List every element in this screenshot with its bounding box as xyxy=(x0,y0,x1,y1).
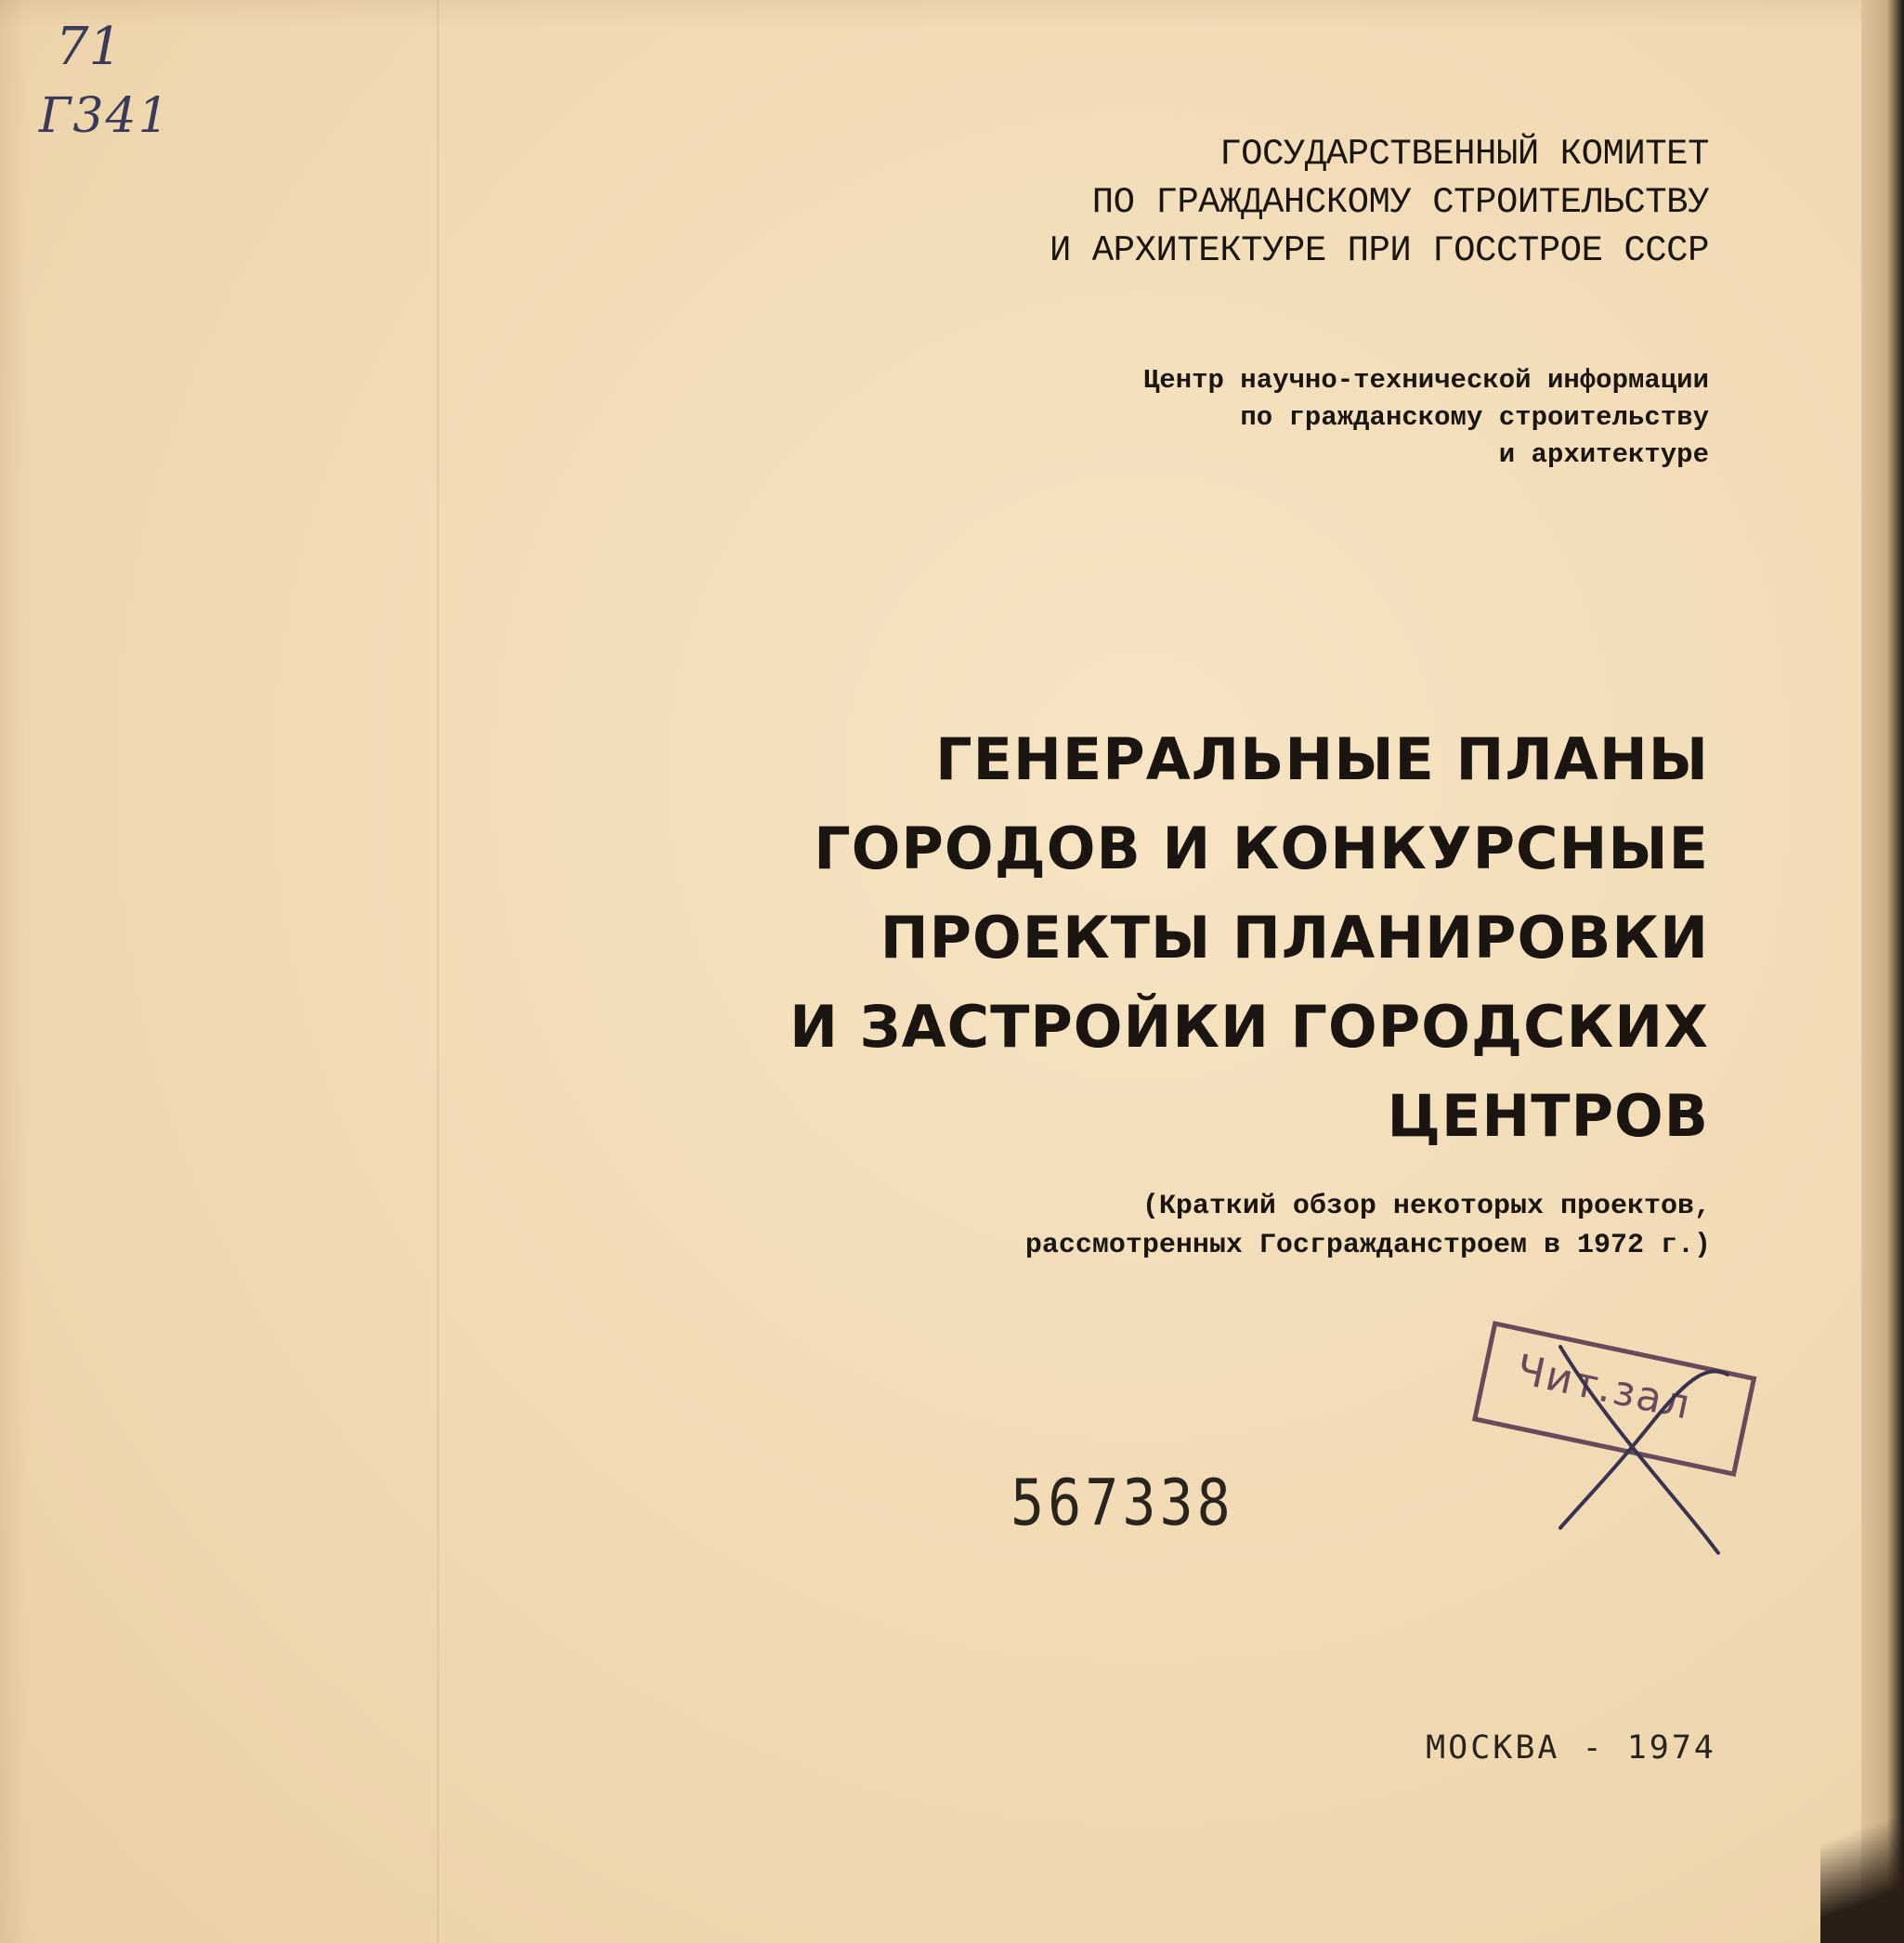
page-edge-shadow xyxy=(1861,0,1904,1943)
title-line: И ЗАСТРОЙКИ ГОРОДСКИХ xyxy=(789,993,1709,1061)
stamp-text: Чит.зал xyxy=(1512,1346,1696,1429)
committee-line: ПО ГРАЖДАНСКОМУ СТРОИТЕЛЬСТВУ xyxy=(1091,182,1709,223)
center-line: и архитектуре xyxy=(1498,439,1709,470)
imprint-city-year: МОСКВА - 1974 xyxy=(1426,1729,1716,1767)
subtitle-line: (Краткий обзор некоторых проектов, xyxy=(1141,1191,1711,1222)
title-line: ГОРОДОВ И КОНКУРСНЫЕ xyxy=(814,815,1709,882)
inventory-number: 567338 xyxy=(1011,1466,1234,1541)
title-line: ГЕНЕРАЛЬНЫЕ ПЛАНЫ xyxy=(935,725,1709,793)
title-line: ПРОЕКТЫ ПЛАНИРОВКИ xyxy=(880,904,1709,972)
paper-fold-line xyxy=(437,0,439,1943)
center-line: Центр научно-технической информации xyxy=(1142,365,1709,396)
committee-line: ГОСУДАРСТВЕННЫЙ КОМИТЕТ xyxy=(1219,134,1709,175)
title-line: ЦЕНТРОВ xyxy=(1387,1082,1709,1150)
information-center xyxy=(780,362,1709,474)
center-line: по гражданскому строительству xyxy=(1240,402,1709,433)
handwritten-author-mark: Г341 xyxy=(39,88,171,144)
issuing-committee xyxy=(780,130,1709,275)
book-subtitle xyxy=(689,1187,1711,1265)
book-title xyxy=(502,715,1709,1161)
committee-line: И АРХИТЕКТУРЕ ПРИ ГОССТРОЕ СССР xyxy=(1049,230,1709,271)
handwritten-classification-number: 71 xyxy=(56,17,123,77)
torn-corner xyxy=(1820,1757,1904,1943)
subtitle-line: рассмотренных Госгражданстроем в 1972 г.) xyxy=(1024,1230,1711,1261)
stamp-cancel-cross-icon xyxy=(1532,1337,1737,1560)
